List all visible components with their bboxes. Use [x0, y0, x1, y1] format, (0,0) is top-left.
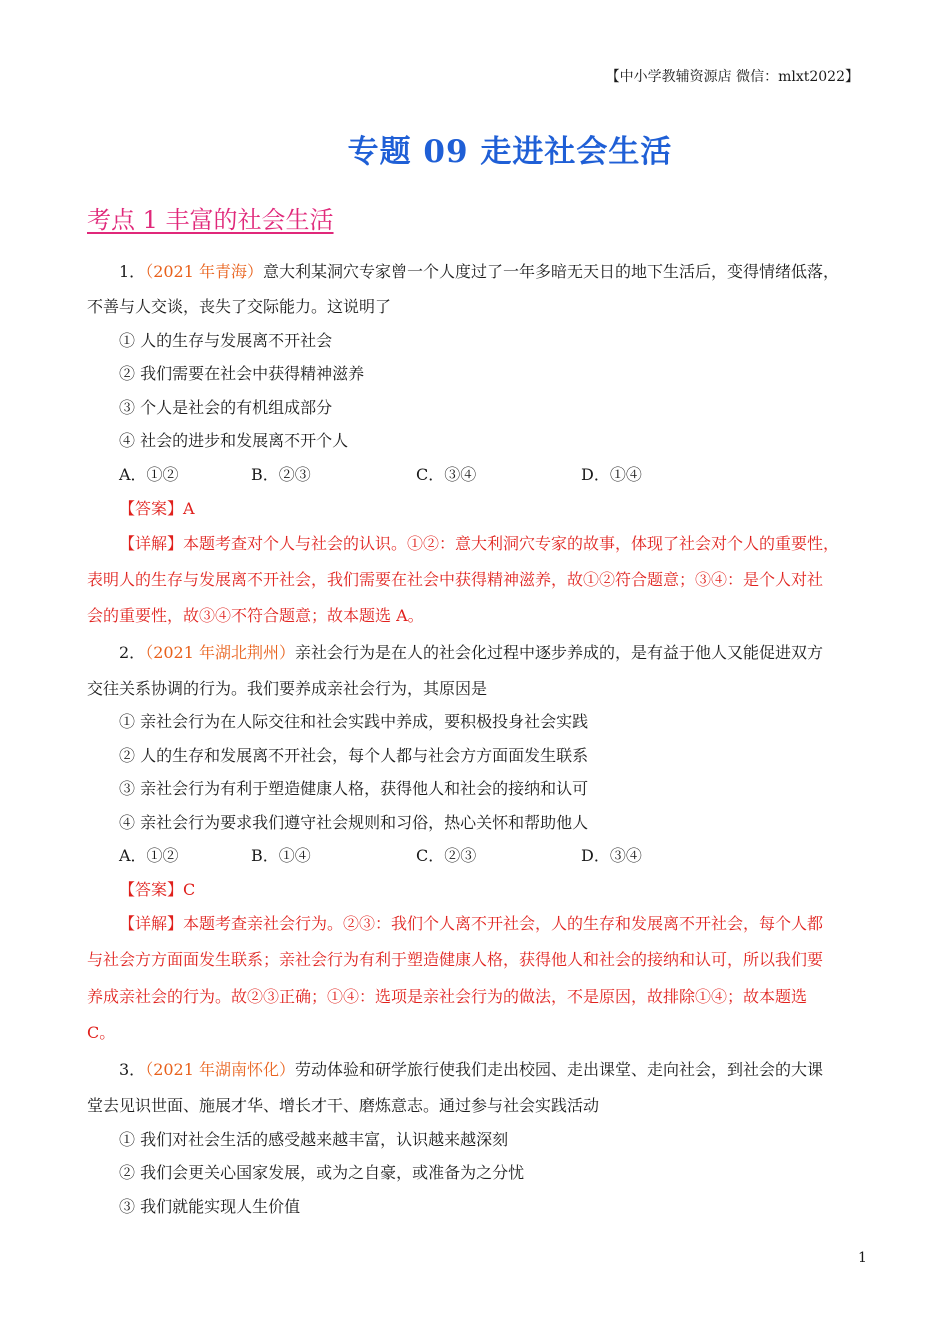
statement-2: ② 人的生存和发展离不开社会，每个人都与社会方方面面发生联系 — [119, 746, 589, 765]
question-number: 3． — [119, 1060, 146, 1079]
explanation-line-1: 【详解】本题考查亲社会行为。②③：我们个人离不开社会，人的生存和发展离不开社会，每个人都 — [119, 914, 824, 933]
option-c: C．③④ — [416, 465, 477, 484]
explanation-line-3: 养成亲社会的行为。故②③正确；①④：选项是亲社会行为的做法，不是原因，故排除①④；故本题选 — [87, 987, 808, 1006]
question-source: （2021 年青海） — [145, 262, 263, 281]
option-a: A．①② — [119, 846, 179, 865]
statement-1: ① 人的生存与发展离不开社会 — [119, 331, 333, 350]
statement-1: ① 亲社会行为在人际交往和社会实践中养成，要积极投身社会实践 — [119, 712, 589, 731]
question-number: 1． — [119, 262, 146, 281]
option-d: D．③④ — [581, 846, 642, 865]
answer: 【答案】A — [119, 499, 195, 518]
statement-2: ② 我们会更关心国家发展，或为之自豪，或准备为之分忧 — [119, 1163, 525, 1182]
question-source: （2021 年湖南怀化） — [145, 1060, 295, 1079]
question-2-stem-line-2: 交往关系协调的行为。我们要养成亲社会行为，其原因是 — [87, 679, 488, 698]
explanation-line-2: 与社会方方面面发生联系；亲社会行为有利于塑造健康人格，获得他人和社会的接纳和认可，所以我们要 — [87, 950, 824, 969]
explanation-line-2: 表明人的生存与发展离不开社会，我们需要在社会中获得精神滋养，故①②符合题意；③④：是个人对社 — [87, 570, 824, 589]
question-1-stem-line-2: 不善与人交谈，丧失了交际能力。这说明了 — [87, 297, 392, 316]
statement-3: ③ 我们就能实现人生价值 — [119, 1197, 301, 1216]
statement-4: ④ 亲社会行为要求我们遵守社会规则和习俗，热心关怀和帮助他人 — [119, 813, 589, 832]
statement-2: ② 我们需要在社会中获得精神滋养 — [119, 364, 365, 383]
page-number: 1 — [858, 1250, 867, 1266]
statement-3: ③ 个人是社会的有机组成部分 — [119, 398, 333, 417]
option-b: B．①④ — [251, 846, 311, 865]
question-number: 2． — [119, 643, 146, 662]
explanation-line-3: 会的重要性，故③④不符合题意；故本题选 A。 — [87, 606, 424, 625]
option-b: B．②③ — [251, 465, 311, 484]
question-source: （2021 年湖北荆州） — [145, 643, 295, 662]
question-3-stem-line-1: 3．（2021 年湖南怀化）劳动体验和研学旅行使我们走出校园、走出课堂、走向社会，到社会的大课 — [119, 1060, 824, 1079]
header-note: 【中小学教辅资源店 微信：mlxt2022】 — [605, 69, 859, 85]
explanation-line-1: 【详解】本题考查对个人与社会的认识。①②：意大利洞穴专家的故事，体现了社会对个人的重要性， — [119, 534, 840, 553]
explanation-line-4: C。 — [87, 1023, 116, 1042]
question-2-stem-line-1: 2．（2021 年湖北荆州）亲社会行为是在人的社会化过程中逐步养成的，是有益于他人又能促进双方 — [119, 643, 824, 662]
question-3-stem-line-2: 堂去见识世面、施展才华、增长才干、磨炼意志。通过参与社会实践活动 — [87, 1096, 600, 1115]
question-1-stem-line-1: 1．（2021 年青海）意大利某洞穴专家曾一个人度过了一年多暗无天日的地下生活后，变得情绪低落， — [119, 262, 840, 281]
option-c: C．②③ — [416, 846, 477, 865]
page-title: 专题 09 走进社会生活 — [347, 134, 673, 170]
section-heading: 考点 1 丰富的社会生活 — [87, 206, 334, 234]
statement-3: ③ 亲社会行为有利于塑造健康人格，获得他人和社会的接纳和认可 — [119, 779, 589, 798]
statement-4: ④ 社会的进步和发展离不开个人 — [119, 431, 349, 450]
option-a: A．①② — [119, 465, 179, 484]
statement-1: ① 我们对社会生活的感受越来越丰富，认识越来越深刻 — [119, 1130, 509, 1149]
option-d: D．①④ — [581, 465, 642, 484]
answer: 【答案】C — [119, 880, 196, 899]
